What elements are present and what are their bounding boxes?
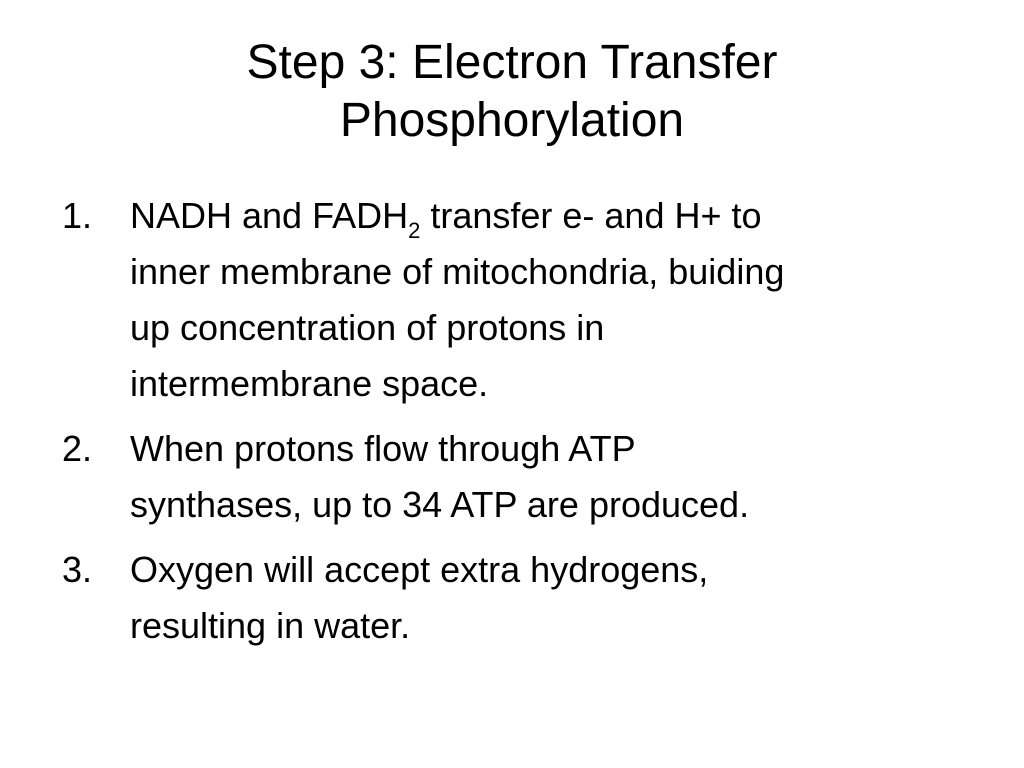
list-item-3-line-2: resulting in water. — [130, 605, 411, 646]
list-item-3-text — [130, 542, 992, 654]
list-item-2-text — [130, 421, 992, 533]
list-item-2-line-2: synthases, up to 34 ATP are produced. — [130, 484, 750, 525]
list-number-1: 1. — [62, 195, 93, 236]
slide-title — [60, 34, 964, 150]
numbered-list — [62, 188, 992, 663]
list-item-3 — [62, 542, 992, 654]
list-item-1-line-4: intermembrane space. — [130, 363, 489, 404]
list-item-2-line-1: When protons flow through ATP — [130, 428, 636, 469]
list-item-1-text — [130, 188, 992, 412]
list-item-1-line-1-after-subscript: transfer e- and H+ to — [420, 195, 762, 236]
list-item-1 — [62, 188, 992, 412]
list-item-1-line-2: inner membrane of mitochondria, buiding — [130, 251, 785, 292]
list-item-1-line-3: up concentration of protons in — [130, 307, 605, 348]
list-item-2 — [62, 421, 992, 533]
list-number-3: 3. — [62, 549, 93, 590]
list-item-3-line-1: Oxygen will accept extra hydrogens, — [130, 549, 709, 590]
list-item-1-line-1-before-subscript: NADH and FADH — [130, 195, 409, 236]
slide-title-line-2: Phosphorylation — [339, 94, 685, 147]
list-item-1-line-1 — [130, 188, 992, 244]
list-number-2: 2. — [62, 428, 93, 469]
fadh2-subscript: 2 — [408, 218, 421, 243]
slide-title-line-1: Step 3: Electron Transfer — [246, 36, 778, 89]
